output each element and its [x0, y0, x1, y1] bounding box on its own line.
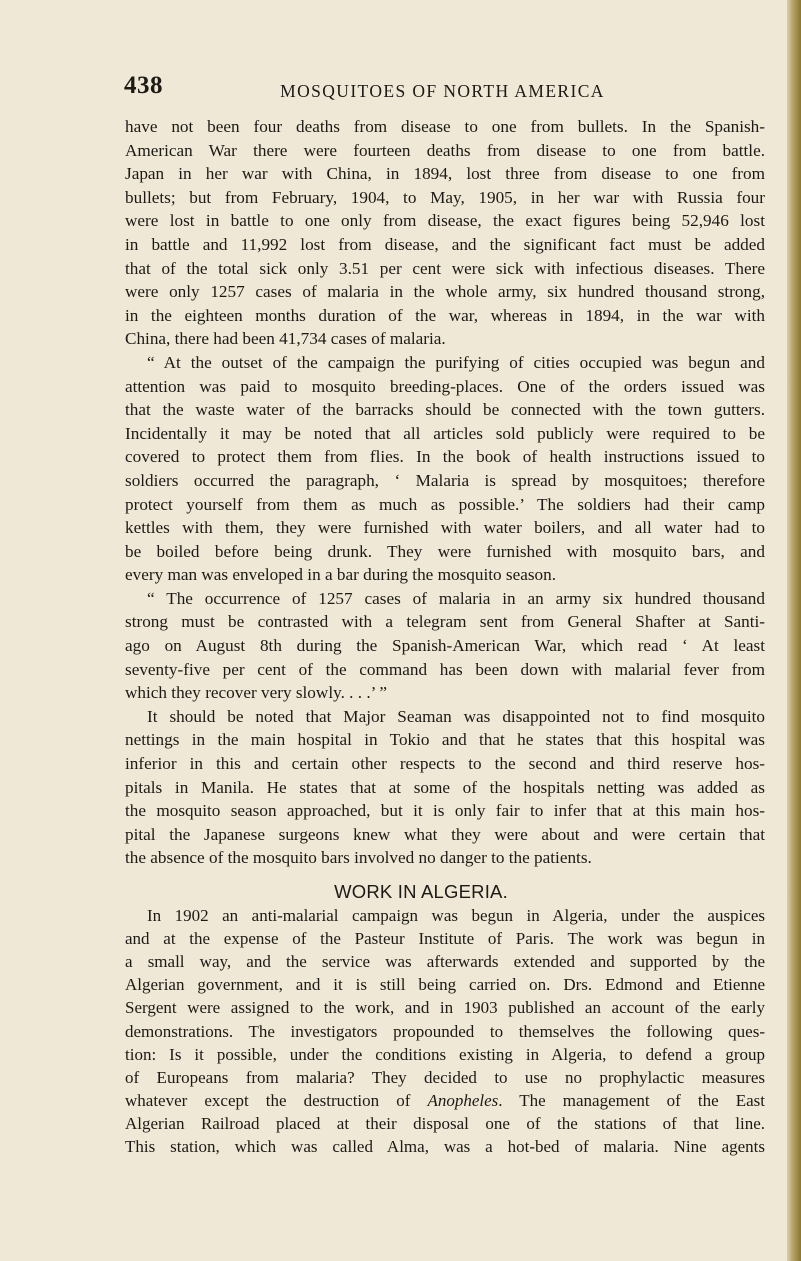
text-line: demonstrations. The investigators propounded to themselves the following ques-	[125, 1021, 765, 1041]
paragraph-3	[125, 587, 765, 705]
section-heading-text: WORK IN ALGERIA.	[334, 881, 508, 902]
text-line: and at the expense of the Pasteur Institute of Paris. The work was begun in	[125, 928, 765, 948]
text-line: whatever except the destruction of Anopheles. The management of the East	[125, 1091, 765, 1111]
text-line: of Europeans from malaria? They decided to use no prophylactic measures	[125, 1067, 765, 1087]
genus-name: Anopheles	[427, 1091, 499, 1111]
text-line: Incidentally it may be noted that all articles sold publicly were required to be	[125, 423, 765, 443]
text-line: “ The occurrence of 1257 cases of malaria in an army six hundred thousand	[147, 588, 765, 608]
paragraph-2	[125, 351, 765, 587]
text-line: attention was paid to mosquito breeding-places. One of the orders issued was	[125, 376, 765, 396]
text-line: Algerian government, and it is still being carried on. Drs. Edmond and Etienne	[125, 975, 765, 995]
body-text	[125, 115, 765, 1159]
text-line: the mosquito season approached, but it is only fair to infer that at this main hos-	[125, 801, 765, 821]
text-line: Sergent were assigned to the work, and in 1903 published an account of the early	[125, 998, 765, 1018]
page-edge	[787, 0, 801, 1261]
running-head	[0, 81, 801, 102]
text-line: inferior in this and certain other respects to the second and third reserve hos-	[125, 754, 765, 774]
text-line: pital the Japanese surgeons knew what they were about and were certain that	[125, 824, 765, 844]
text-line: ago on August 8th during the Spanish-American War, which read ‘ At least	[125, 636, 765, 656]
text-line: “ At the outset of the campaign the purifying of cities occupied was begun and	[147, 352, 765, 372]
text-line: were lost in battle to one only from disease, the exact figures being 52,946 lost	[125, 211, 765, 231]
paragraph-4	[125, 705, 765, 870]
running-head-text: MOSQUITOES OF NORTH AMERICA	[280, 81, 605, 101]
text-line: which they recover very slowly. . . .’ ”	[125, 683, 388, 703]
page-number: 438	[124, 72, 163, 99]
text-line: bullets; but from February, 1904, to May, 1905, in her war with Russia four	[125, 187, 765, 207]
text-line: have not been four deaths from disease to one from bullets. In the Spanish-	[125, 117, 765, 136]
text-line: tion: Is it possible, under the conditions existing in Algeria, to defend a group	[125, 1044, 765, 1064]
text-line: soldiers occurred the paragraph, ‘ Malaria is spread by mosquitoes; therefore	[125, 470, 765, 490]
text-line: the absence of the mosquito bars involved no danger to the patients.	[125, 848, 592, 868]
paragraph-1	[125, 115, 765, 351]
text-line: seventy-five per cent of the command has been down with malarial fever from	[125, 659, 765, 679]
text-line: Algerian Railroad placed at their disposal one of the stations of that line.	[125, 1114, 765, 1134]
text-line: in the eighteen months duration of the war, whereas in 1894, in the war with	[125, 305, 765, 325]
text-line: In 1902 an anti-malarial campaign was begun in Algeria, under the auspices	[147, 905, 765, 925]
text-line: protect yourself from them as much as possible.’ The soldiers had their camp	[125, 494, 765, 514]
text-line: were only 1257 cases of malaria in the whole army, six hundred thousand strong,	[125, 282, 765, 302]
text-line: This station, which was called Alma, was a hot-bed of malaria. Nine agents	[125, 1137, 765, 1157]
text-line: Japan in her war with China, in 1894, lost three from disease to one from	[125, 164, 765, 184]
text-line: that of the total sick only 3.51 per cent were sick with infectious diseases. There	[125, 258, 765, 278]
text-line: be boiled before being drunk. They were furnished with mosquito bars, and	[125, 541, 765, 561]
paragraph-5	[125, 904, 765, 1159]
text-line: covered to protect them from flies. In the book of health instructions issued to	[125, 447, 765, 467]
text-line: American War there were fourteen deaths from disease to one from battle.	[125, 140, 765, 160]
text-line: in battle and 11,992 lost from disease, and the significant fact must be added	[125, 234, 765, 254]
text-line: It should be noted that Major Seaman was disappointed not to find mosquito	[147, 706, 765, 726]
text-line: China, there had been 41,734 cases of malaria.	[125, 329, 446, 349]
text-line: every man was enveloped in a bar during the mosquito season.	[125, 565, 557, 585]
text-line: nettings in the main hospital in Tokio and that he states that this hospital was	[125, 730, 765, 750]
text-line: that the waste water of the barracks should be connected with the town gutters.	[125, 400, 765, 420]
text-line: strong must be contrasted with a telegram sent from General Shafter at Santi-	[125, 612, 765, 632]
section-heading	[125, 880, 765, 904]
text-line: pitals in Manila. He states that at some of the hospitals netting was added as	[125, 777, 765, 797]
text-line: a small way, and the service was afterwards extended and supported by the	[125, 951, 765, 971]
text-line: kettles with them, they were furnished with water boilers, and all water had to	[125, 518, 765, 538]
